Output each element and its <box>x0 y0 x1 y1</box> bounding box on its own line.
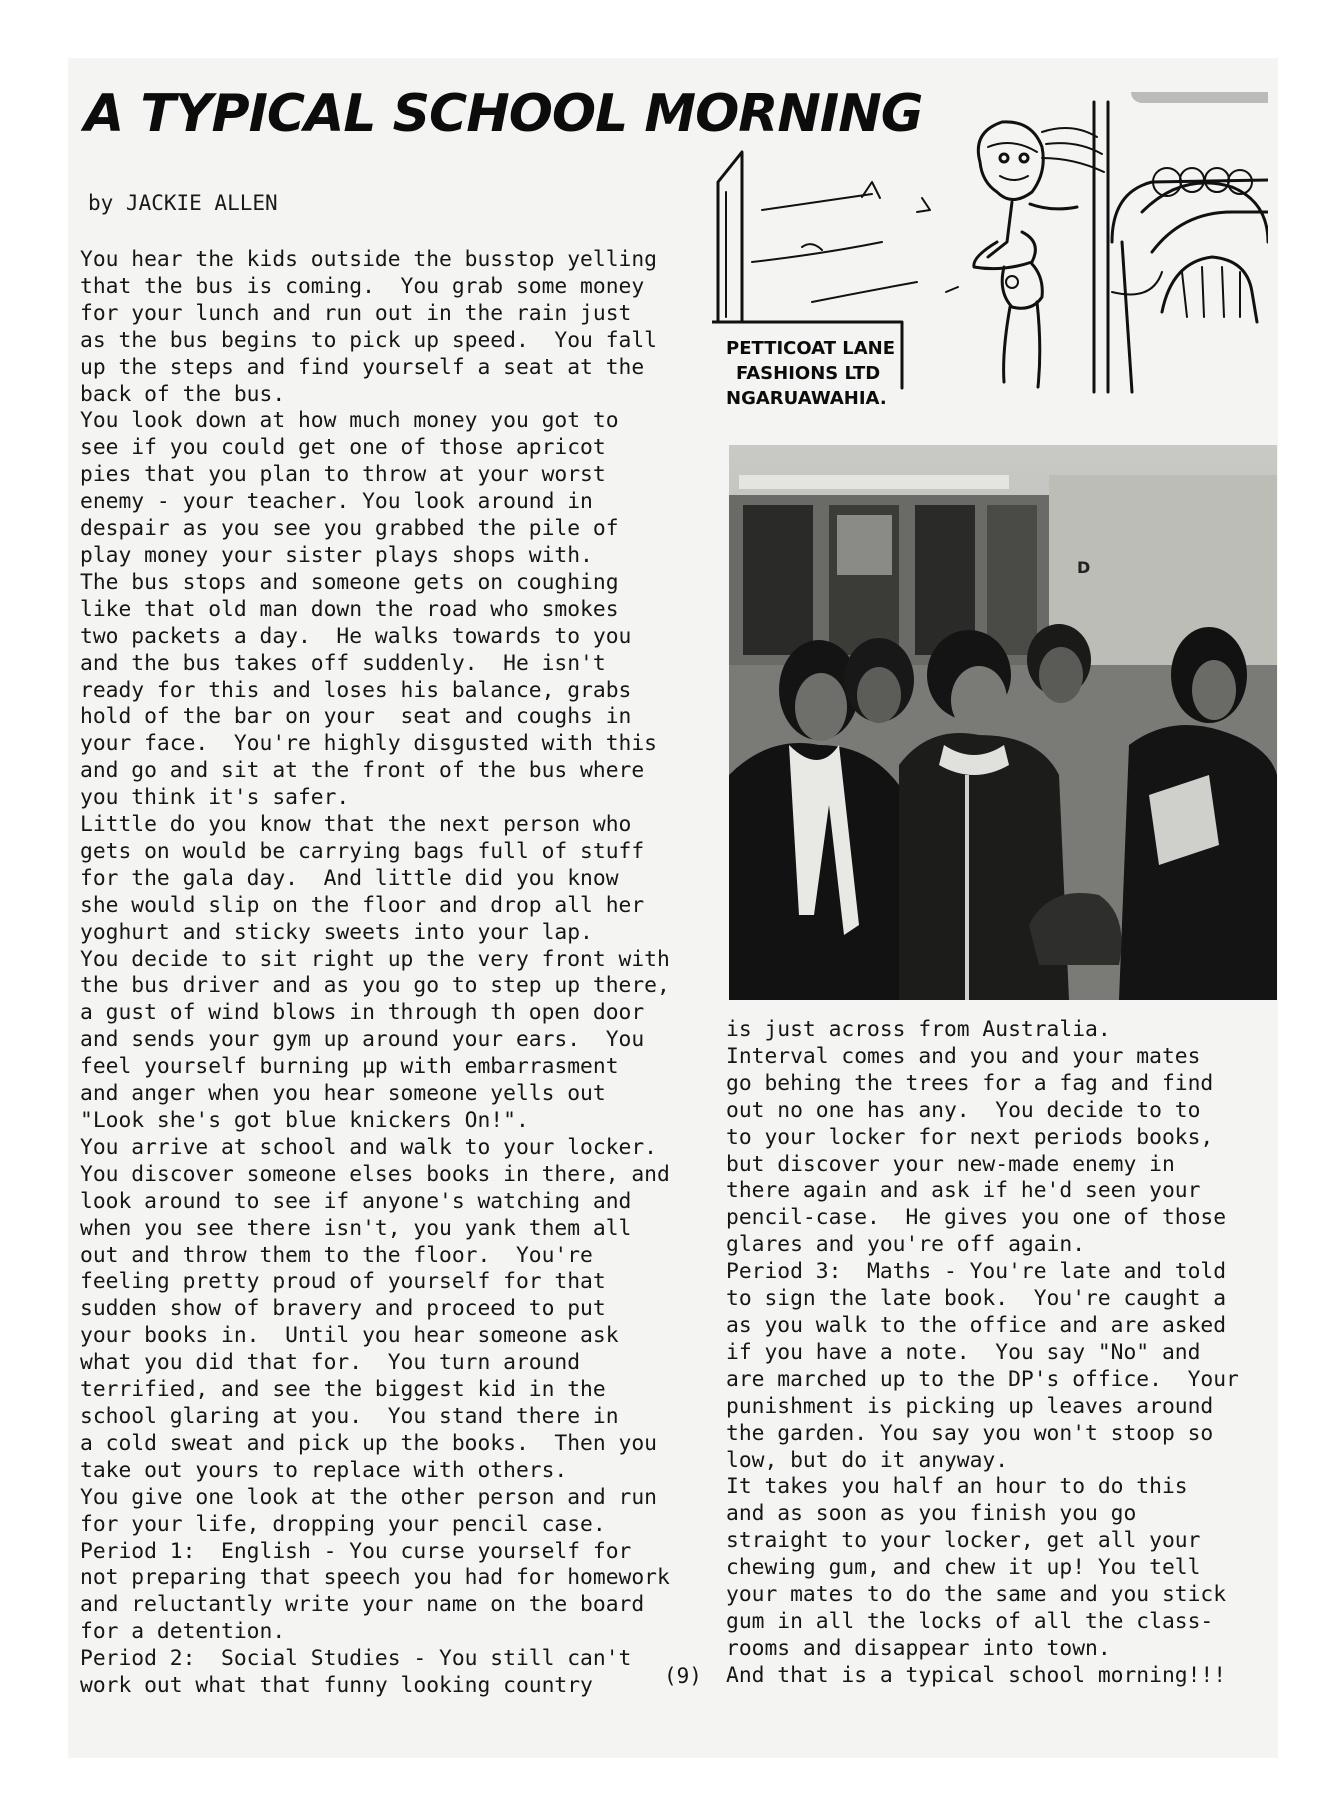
left-column-line: as the bus begins to pick up speed. You fall <box>80 327 657 353</box>
right-column-line: rooms and disappear into town. <box>726 1635 1111 1661</box>
left-column-line: school glaring at you. You stand there in <box>80 1403 619 1429</box>
left-column-line: Period 1: English - You curse yourself for <box>80 1538 632 1564</box>
left-column-line: You decide to sit right up the very front with <box>80 946 670 972</box>
article-title: A TYPICAL SCHOOL MORNING <box>84 84 923 144</box>
left-column-line: Little do you know that the next person who <box>80 812 632 838</box>
left-column-line: like that old man down the road who smokes <box>80 596 619 622</box>
left-column-line: ready for this and loses his balance, grabs <box>80 677 632 703</box>
left-column-line: take out yours to replace with others. <box>80 1457 568 1483</box>
bus-shelter-sign <box>718 152 742 322</box>
right-column-line: punishment is picking up leaves around <box>726 1393 1214 1419</box>
students-photo <box>729 445 1277 1000</box>
right-column-line: gum in all the locks of all the class- <box>726 1608 1214 1634</box>
sign-line-3: NGARUAWAHIA. <box>726 388 887 409</box>
left-column-line: and go and sit at the front of the bus where <box>80 758 645 784</box>
left-column-line: enemy - your teacher. You look around in <box>80 489 593 515</box>
right-column-line: but discover your new-made enemy in <box>726 1151 1175 1177</box>
left-column-line: feel yourself burning µp with embarrasment <box>80 1054 619 1080</box>
left-column-line: up the steps and find yourself a seat at the <box>80 354 645 380</box>
left-column-line: and the bus takes off suddenly. He isn't <box>80 650 606 676</box>
left-column-line: see if you could get one of those apricot <box>80 435 606 461</box>
left-column-line: terrified, and see the biggest kid in the <box>80 1377 606 1403</box>
left-column-line: not preparing that speech you had for homework <box>80 1565 670 1591</box>
left-column-line: back of the bus. <box>80 381 286 407</box>
left-column-line: feeling pretty proud of yourself for that <box>80 1269 606 1295</box>
left-column-line: despair as you see you grabbed the pile of <box>80 516 619 542</box>
right-column-line: It takes you half an hour to do this <box>726 1474 1188 1500</box>
right-column-line: as you walk to the office and are asked <box>726 1312 1227 1338</box>
right-column-line: if you have a note. You say "No" and <box>726 1339 1201 1365</box>
right-column-line: and as soon as you finish you go <box>726 1501 1137 1527</box>
article-right-column <box>726 1017 1239 1690</box>
left-column-line: sudden show of bravery and proceed to put <box>80 1296 606 1322</box>
left-column-line: work out what that funny looking country <box>80 1673 593 1699</box>
left-column-line: you think it's safer. <box>80 785 350 811</box>
article-byline: by JACKIE ALLEN <box>88 191 278 215</box>
left-column-line: and reluctantly write your name on the board <box>80 1592 645 1618</box>
girl-figure <box>974 122 1104 387</box>
left-column-line: and sends your gym up around your ears. You <box>80 1027 645 1053</box>
left-column-line: when you see there isn't, you yank them all <box>80 1215 632 1241</box>
left-column-line: your face. You're highly disgusted with this <box>80 731 657 757</box>
right-column-line: there again and ask if he'd seen your <box>726 1178 1201 1204</box>
left-column-line: what you did that for. You turn around <box>80 1350 581 1376</box>
sign-line-1: PETTICOAT LANE <box>726 338 896 359</box>
left-column-line: that the bus is coming. You grab some money <box>80 273 645 299</box>
left-column-line: You give one look at the other person and run <box>80 1484 657 1510</box>
left-column-line: for a detention. <box>80 1619 286 1645</box>
left-column-line: for the gala day. And little did you know <box>80 865 619 891</box>
left-column-line: play money your sister plays shops with. <box>80 542 593 568</box>
bus-drawing <box>1112 168 1268 392</box>
right-column-line: low, but do it anyway. <box>726 1447 1009 1473</box>
left-column-line: your books in. Until you hear someone ask <box>80 1323 619 1349</box>
left-column-line: and anger when you hear someone yells out <box>80 1081 606 1107</box>
right-column-line: the garden. You say you won't stoop so <box>726 1420 1214 1446</box>
right-column-line: to your locker for next periods books, <box>726 1124 1214 1150</box>
left-column-line: the bus driver and as you go to step up there, <box>80 973 670 999</box>
left-column-line: Period 2: Social Studies - You still can't <box>80 1646 632 1672</box>
left-column-line: a gust of wind blows in through th open door <box>80 1000 645 1026</box>
left-column-line: The bus stops and someone gets on coughing <box>80 569 619 595</box>
left-column-line: for your lunch and run out in the rain just <box>80 300 632 326</box>
right-column-line: straight to your locker, get all your <box>726 1528 1201 1554</box>
right-column-line: are marched up to the DP's office. Your <box>726 1366 1239 1392</box>
left-column-line: a cold sweat and pick up the books. Then you <box>80 1430 657 1456</box>
shop-sign-text <box>726 336 936 411</box>
right-column-line: Interval comes and you and your mates <box>726 1043 1201 1069</box>
left-column-line: You hear the kids outside the busstop yelling <box>80 247 657 272</box>
students-group <box>729 624 1277 1000</box>
article-left-column <box>80 247 670 1700</box>
page-number: (9) <box>664 1664 702 1688</box>
right-column-line: pencil-case. He gives you one of those <box>726 1205 1227 1231</box>
right-column-line: out no one has any. You decide to to <box>726 1097 1201 1123</box>
right-column-line: chewing gum, and chew it up! You tell <box>726 1555 1201 1581</box>
left-column-line: two packets a day. He walks towards to you <box>80 623 632 649</box>
left-column-line: You arrive at school and walk to your locker. <box>80 1134 657 1160</box>
left-column-line: look around to see if anyone's watching and <box>80 1188 632 1214</box>
left-column-line: for your life, dropping your pencil case. <box>80 1511 606 1537</box>
left-column-line: gets on would be carrying bags full of stuff <box>80 838 645 864</box>
left-column-line: You look down at how much money you got to <box>80 408 619 434</box>
left-column-line: pies that you plan to throw at your worst <box>80 462 606 488</box>
right-column-line: go behing the trees for a fag and find <box>726 1070 1214 1096</box>
left-column-line: "Look she's got blue knickers On!". <box>80 1108 529 1133</box>
right-column-line: to sign the late book. You're caught a <box>726 1286 1227 1312</box>
right-column-line: is just across from Australia. <box>726 1017 1111 1042</box>
left-column-line: out and throw them to the floor. You're <box>80 1242 593 1268</box>
left-column-line: she would slip on the floor and drop all her <box>80 892 645 918</box>
right-column-line: Period 3: Maths - You're late and told <box>726 1259 1227 1285</box>
left-column-line: You discover someone elses books in there, and <box>80 1161 670 1187</box>
left-column-line: hold of the bar on your seat and coughs in <box>80 704 632 730</box>
right-column-line: your mates to do the same and you stick <box>726 1582 1227 1608</box>
right-column-line: And that is a typical school morning!!! <box>726 1662 1227 1688</box>
right-column-line: glares and you're off again. <box>726 1232 1086 1258</box>
door-letter: D <box>1077 558 1091 577</box>
left-column-line: yoghurt and sticky sweets into your lap. <box>80 919 593 945</box>
sign-line-2: FASHIONS LTD <box>736 363 881 384</box>
